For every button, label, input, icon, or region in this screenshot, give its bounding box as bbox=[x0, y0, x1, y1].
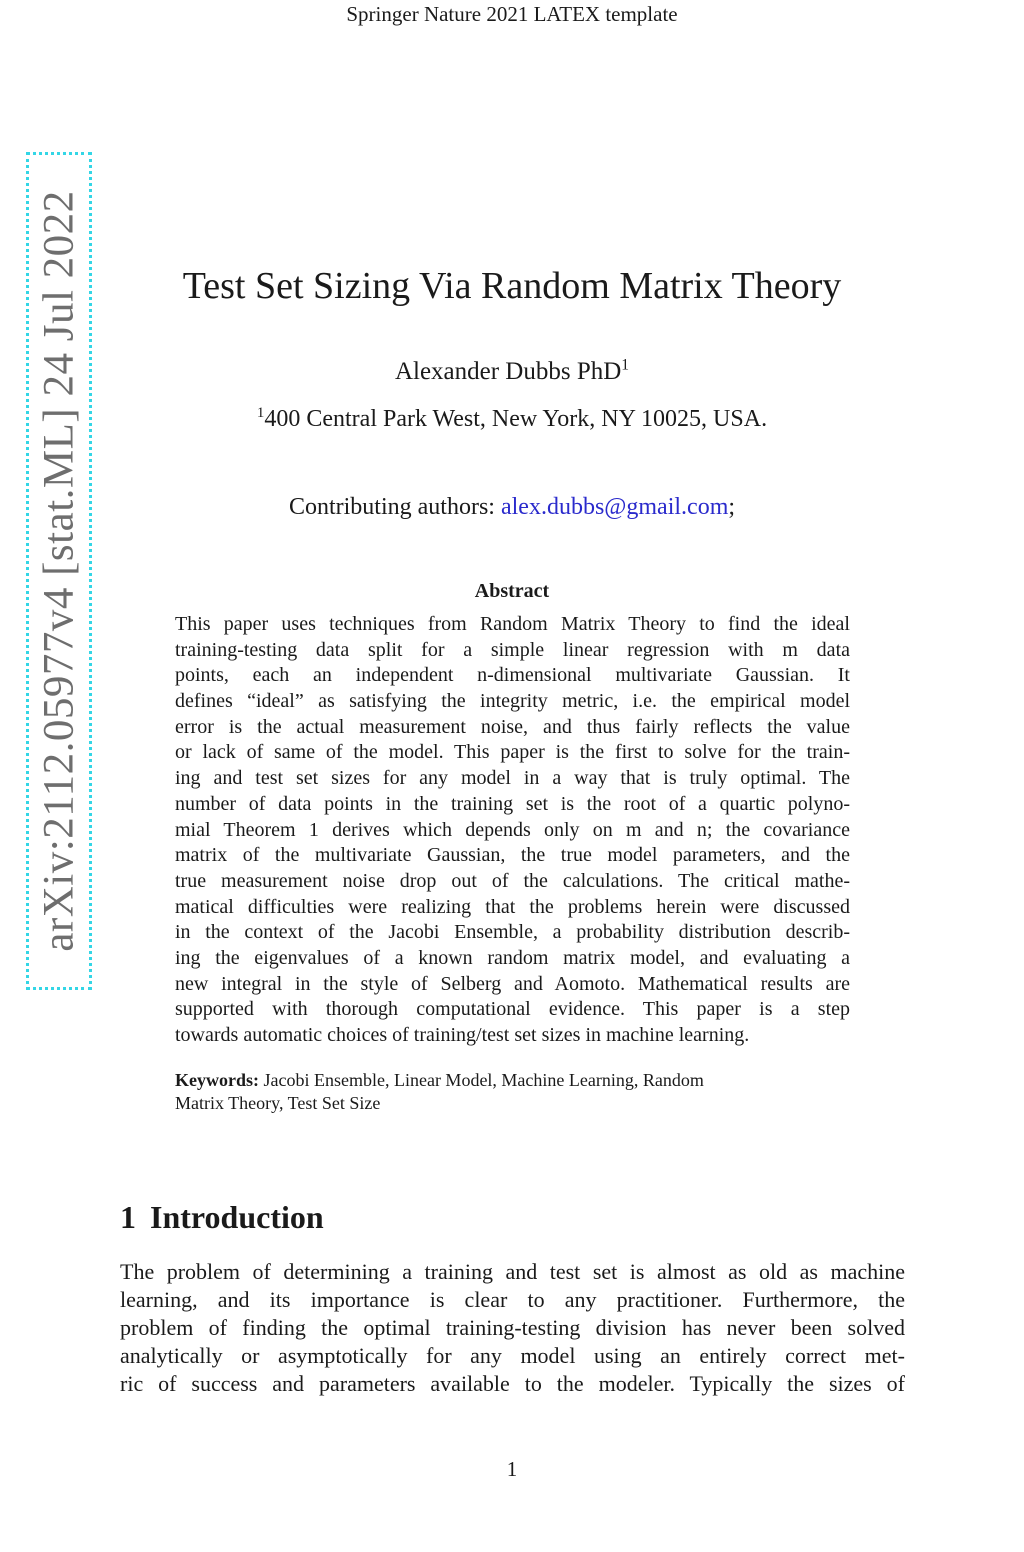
author-name: Alexander Dubbs PhD bbox=[394, 358, 622, 385]
abstract-line: matrix of the multivariate Gaussian, the true model parameters, and the bbox=[175, 844, 850, 867]
intro-line: analytically or asymptotically for any model using an entirely correct met- bbox=[120, 1343, 905, 1368]
section-heading bbox=[120, 1199, 324, 1236]
abstract-body bbox=[175, 612, 850, 1049]
abstract-line: true measurement noise drop out of the calculations. The critical mathe- bbox=[175, 869, 850, 892]
abstract-line: new integral in the style of Selberg and Aomoto. Mathematical results are bbox=[175, 972, 850, 995]
abstract-line: mial Theorem 1 derives which depends only on m and n; the covariance bbox=[175, 818, 850, 841]
abstract-line: in the context of the Jacobi Ensemble, a probability distribution describ- bbox=[175, 921, 850, 944]
abstract-line: matical difficulties were realizing that the problems herein were discussed bbox=[175, 895, 850, 918]
abstract-line: This paper uses techniques from Random Matrix Theory to find the ideal bbox=[175, 613, 850, 635]
affiliation-address: 400 Central Park West, New York, NY 10025, USA. bbox=[264, 406, 768, 432]
intro-line: The problem of determining a training and test set is almost as old as machine bbox=[120, 1259, 905, 1284]
abstract-line: or lack of same of the model. This paper is the first to solve for the train- bbox=[175, 741, 850, 764]
running-head: Springer Nature 2021 LATEX template bbox=[346, 2, 678, 26]
contrib-label: Contributing authors: bbox=[288, 494, 501, 520]
abstract-heading: Abstract bbox=[474, 580, 550, 602]
author-superscript: 1 bbox=[621, 356, 630, 374]
keywords-block bbox=[175, 1069, 835, 1115]
abstract-line: points, each an independent n-dimensional multivariate Gaussian. It bbox=[175, 664, 850, 687]
affiliation-superscript: 1 bbox=[256, 405, 265, 422]
intro-line: problem of finding the optimal training-testing division has never been solved bbox=[120, 1315, 905, 1340]
abstract-line: error is the actual measurement noise, and thus fairly reflects the value bbox=[175, 715, 850, 738]
abstract-line: ing and test set sizes for any model in a way that is truly optimal. The bbox=[175, 767, 850, 790]
page-number: 1 bbox=[506, 1457, 518, 1481]
arxiv-identifier: arXiv:2112.05977v4 [stat.ML] 24 Jul 2022 bbox=[35, 190, 83, 952]
contributing-authors bbox=[0, 494, 1024, 521]
abstract-line: towards automatic choices of training/test set sizes in machine learning. bbox=[175, 1024, 750, 1046]
introduction-body bbox=[120, 1258, 905, 1398]
intro-line: learning, and its importance is clear to any practitioner. Furthermore, the bbox=[120, 1287, 905, 1312]
abstract-line: training-testing data split for a simple linear regression with m data bbox=[175, 638, 850, 661]
abstract-line: number of data points in the training set is the root of a quartic polyno- bbox=[175, 792, 850, 815]
affiliation-line bbox=[0, 406, 1024, 433]
abstract-line: supported with thorough computational evidence. This paper is a step bbox=[175, 998, 850, 1021]
section-number: 1 bbox=[120, 1199, 136, 1235]
keywords-line-1 bbox=[175, 1069, 835, 1092]
keywords-label: Keywords: bbox=[175, 1070, 259, 1090]
keywords-text-1: Jacobi Ensemble, Linear Model, Machine Learning, Random bbox=[259, 1070, 704, 1090]
contrib-suffix: ; bbox=[728, 494, 736, 520]
keywords-text-2: Matrix Theory, Test Set Size bbox=[175, 1093, 381, 1113]
author-email-link[interactable]: alex.dubbs@gmail.com bbox=[500, 494, 729, 520]
section-title: Introduction bbox=[150, 1199, 324, 1235]
abstract-line: ing the eigenvalues of a known random matrix model, and evaluating a bbox=[175, 946, 850, 969]
intro-line: ric of success and parameters available to the modeler. Typically the sizes of bbox=[120, 1371, 905, 1396]
abstract-line: defines “ideal” as satisfying the integrity metric, i.e. the empirical model bbox=[175, 690, 850, 713]
paper-title: Test Set Sizing Via Random Matrix Theory bbox=[182, 265, 842, 307]
author-line bbox=[0, 358, 1024, 386]
